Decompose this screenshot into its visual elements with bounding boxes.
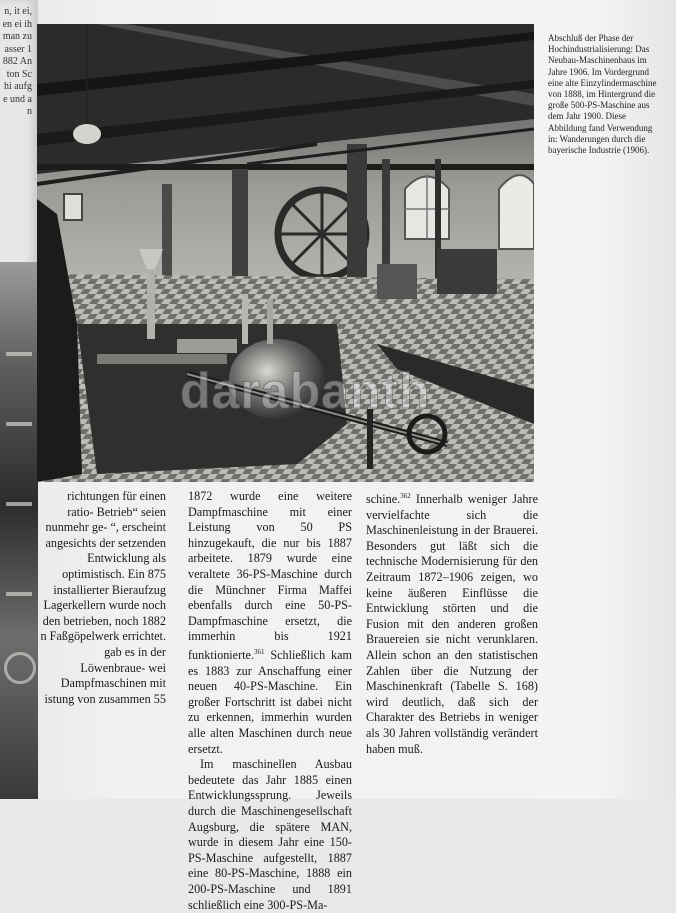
text-column-middle xyxy=(188,489,352,913)
machine-hall-photo xyxy=(37,24,534,482)
right-column-paragraph xyxy=(366,489,538,757)
footnote-361: 361 xyxy=(254,647,265,656)
right-start-text: schine. xyxy=(366,492,401,507)
previous-page-photo xyxy=(0,262,38,799)
right-rest-text: Innerhalb weniger Jahre vervielfachte sich die Maschinenleistung in der Brauerei. Besonders gut läßt sich die technische Modernisierung für den Zeitraum 1872–1906 zeigen, wo keine äußeren Einflüsse die Entwicklung störten und die Fusion mit den anderen großen Brauereien sie nicht verunklaren. Allein schon an den statistischen Zahlen über die Nutzung der Maschinenkraft (Tabelle S. 168) wird deutlich, daß sich der Charakter des Betriebs in weniger als 30 Jahren vollständig verändert haben muß. xyxy=(366,492,538,756)
middle-column-paragraph-2: Im maschinellen Ausbau bedeutete das Jahr 1885 einen Entwicklungssprung. Jeweils durch die Maschinengesellschaft Augsburg, die spätere MAN, wurde in diesem Jahr eine 150-PS-Maschine aufgestellt, 1887 eine 80-PS-Maschine, 1888 ein 200-PS-Maschine und 1891 schließlich eine 300-PS-Ma- xyxy=(188,757,352,912)
text-column-left xyxy=(38,489,166,707)
text-column-right xyxy=(366,489,538,757)
left-column-paragraph: richtungen für einen ratio- Betrieb“ seien nunmehr ge- “, erscheint angesichts der setzenden Entwicklung als optimistisch. Ein 875 installierter Bieraufzug Lagerkellern wurde noch den betrieben, noch 1882 n Faßgöpelwerk errichtet. gab es in der Löwenbraue- wei Dampfmaschinen mit istung von zusammen 55 xyxy=(40,489,166,706)
watermark-text: darabanth xyxy=(180,363,431,419)
photo-caption: Abschluß der Phase der Hochindustrialisierung: Das Neubau-Maschinenhaus im Jahre 1906. Im Vordergrund eine alte Einzylindermaschine von 1888, im Hintergrund die große 500-PS-Maschine aus dem Jahr 1900. Diese Abbildung fand Verwendung in: Wanderungen durch die bayerische Industrie (1906). xyxy=(548,33,657,156)
middle-p1-text: 1872 wurde eine weitere Dampfmaschine mit einer Leistung von 50 PS hinzugekauft, die nur bis 1887 arbeitete. 1879 wurde eine veraltete 36-PS-Maschine durch die Münchner Firma Maffei ebenfalls durch eine 50-PS-Dampfmaschine ersetzt, die immerhin bis 1921 funktionierte. xyxy=(188,489,352,662)
footnote-362: 362 xyxy=(400,492,411,500)
previous-page-text: n, it ei, en ei ih man zu asser 1882 Anton Schi aufge und an xyxy=(2,6,32,117)
previous-page-edge xyxy=(0,0,38,799)
middle-column-paragraph-1 xyxy=(188,489,352,757)
middle-p1-rest: Schließlich kam es 1883 zur Anschaffung einer neuen 40-PS-Maschine. Ein großer Fortschritt ist dabei nicht zu erkennen, immerhin wurden alle alten Maschinen durch neue ersetzt. xyxy=(188,648,352,756)
